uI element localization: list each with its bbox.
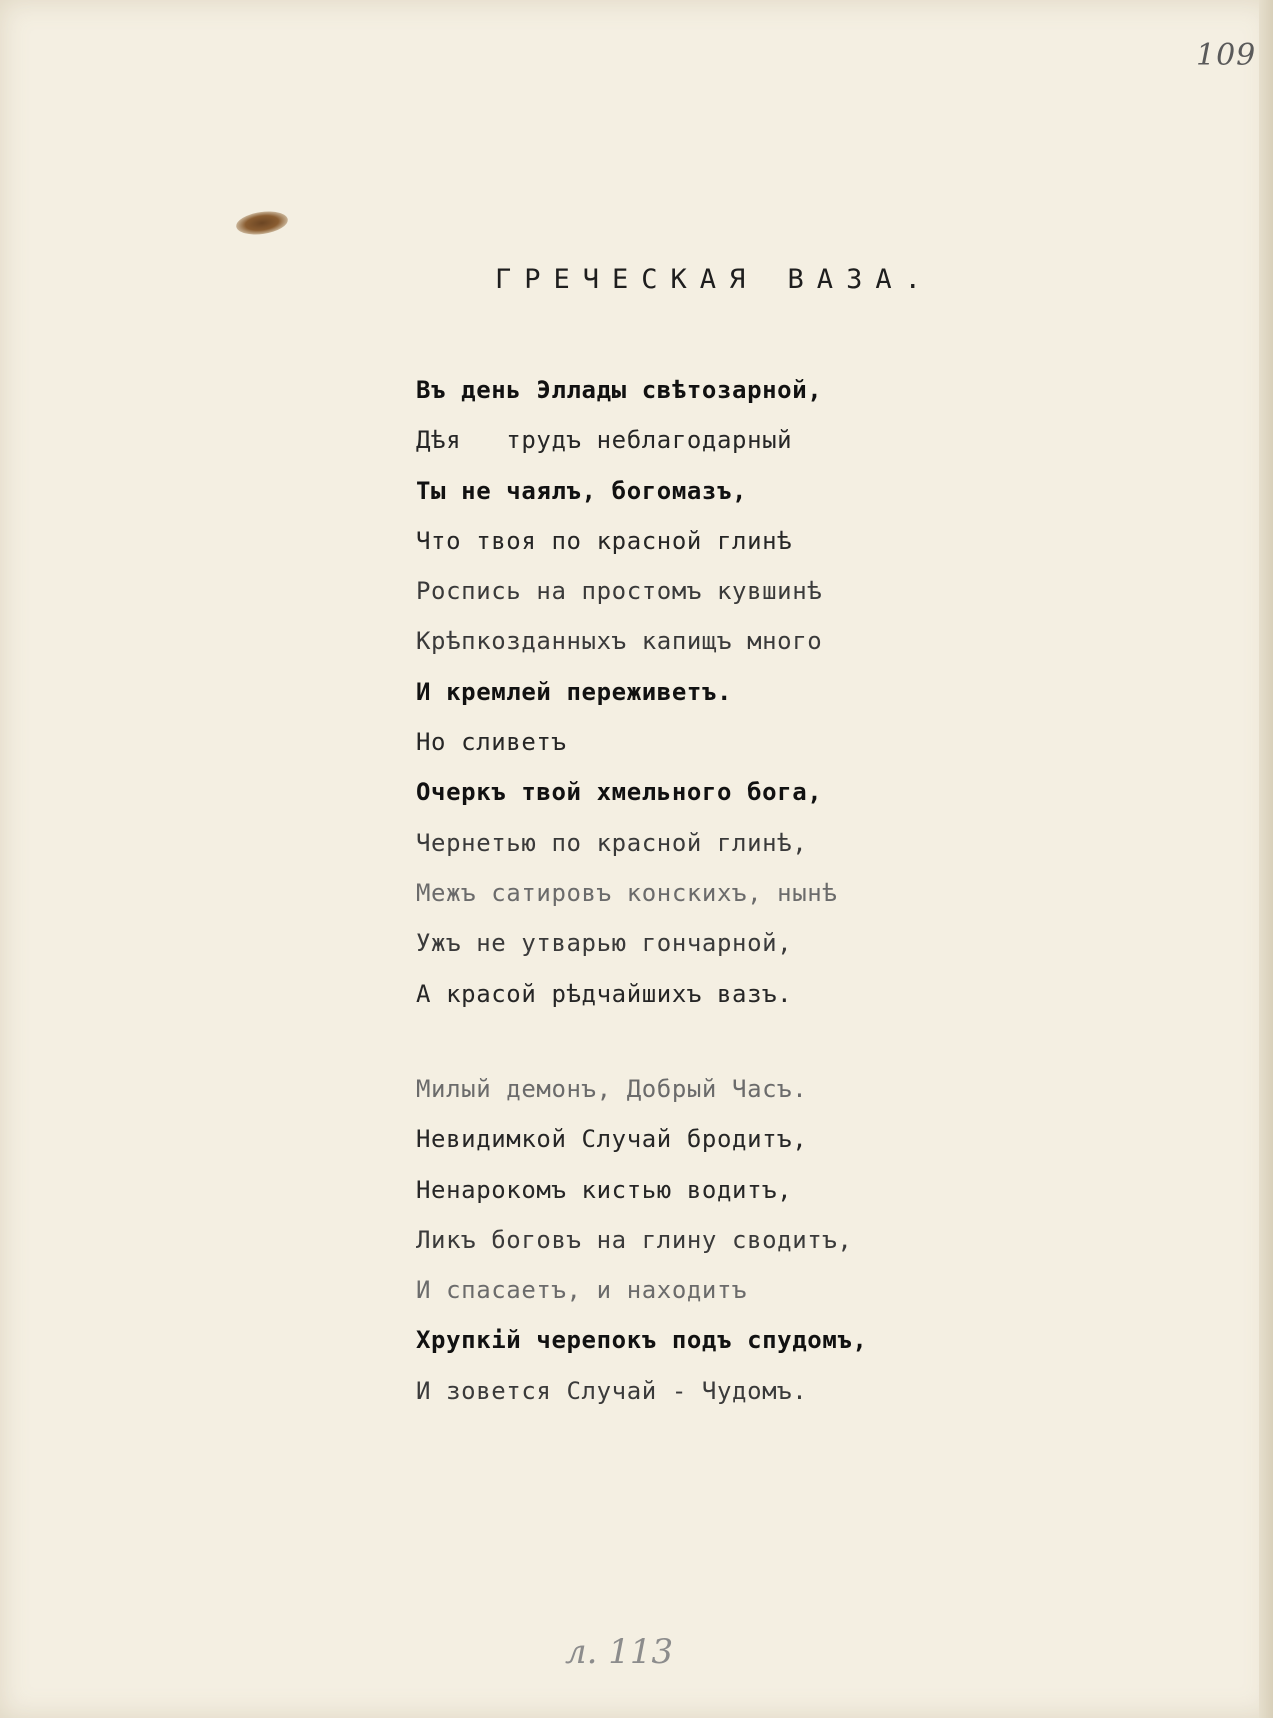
stanza-1 (416, 365, 837, 1019)
stanza-2 (416, 1064, 867, 1416)
verse-line: Милый демонъ, Добрый Часъ. (416, 1075, 808, 1103)
verse-line: А красой рѣдчайшихъ вазъ. (416, 979, 793, 1008)
verse-line: Въ день Эллады свѣтозарной, (416, 376, 823, 404)
verse-line: Хрупкій черепокъ подъ спудомъ, (416, 1326, 868, 1355)
verse-line: И кремлей переживетъ. (416, 677, 733, 706)
verse-line: Ликъ боговъ на глину сводитъ, (416, 1225, 853, 1254)
verse-line: Дѣя трудъ неблагодарный (416, 426, 793, 455)
verse-line: И спасаетъ, и находитъ (416, 1276, 748, 1305)
verse-line: Ненарокомъ кистью водитъ, (416, 1175, 793, 1204)
verse-line: И зовется Случай - Чудомъ. (416, 1376, 808, 1405)
verse-line: Ужъ не утварью гончарной, (416, 929, 793, 958)
verse-line: Межъ сатировъ конскихъ, нынѣ (416, 878, 838, 907)
verse-line: Но сливетъ (416, 728, 567, 757)
verse-line: Невидимкой Случай бродитъ, (416, 1125, 808, 1154)
verse-line: Ты не чаялъ, богомазъ, (416, 476, 748, 505)
verse-line: Крѣпкозданныхъ капищъ много (416, 627, 823, 656)
verse-line: Роспись на простомъ кувшинѣ (416, 577, 823, 606)
verse-line: Чернетью по красной глинѣ, (416, 828, 808, 857)
paper-edge (1259, 0, 1273, 1718)
poem-title: ГРЕЧЕСКАЯ ВАЗА. (495, 264, 934, 295)
verse-line: Очеркъ твой хмельного бога, (416, 778, 823, 807)
folio-number: 109 (1196, 38, 1257, 73)
ink-stain (235, 208, 290, 237)
verse-line: Что твоя по красной глинѣ (416, 526, 793, 555)
archive-sheet-mark: л. 113 (565, 1632, 674, 1672)
